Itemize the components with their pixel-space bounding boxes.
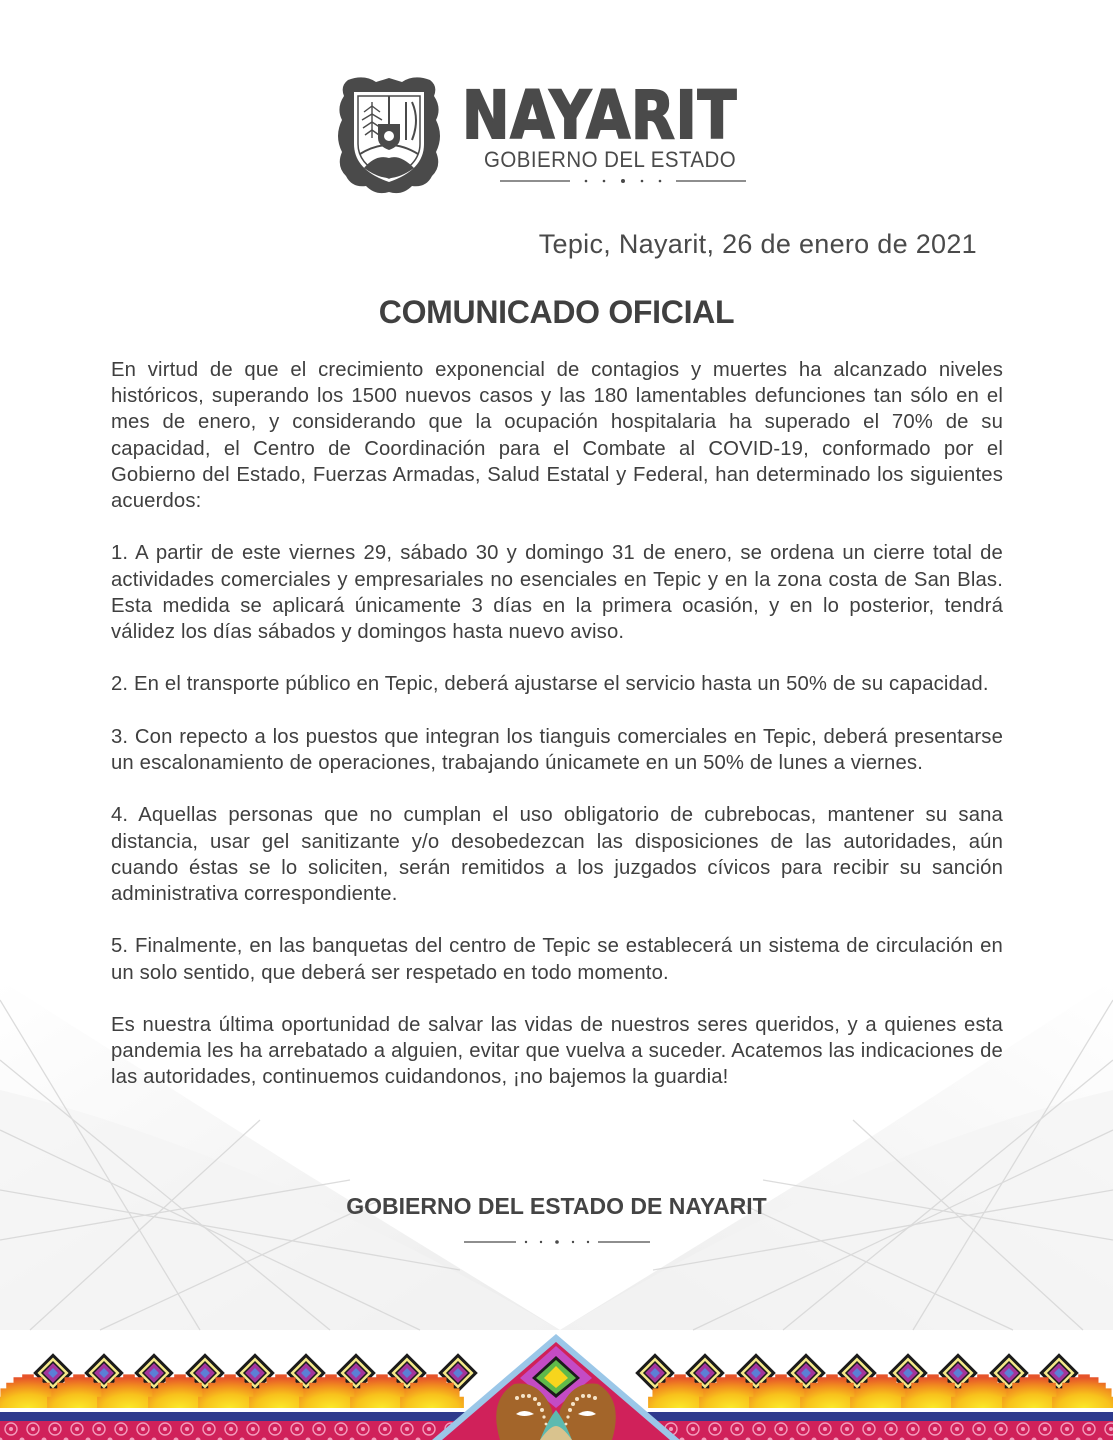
agreement-4: 4. Aquellas personas que no cumplan el uso obligatorio de cubrebocas, mantener su sana distancia, usar gel sanitizante y/o desobedezcan las disposiciones de las autoridades, aún cuando éstas se lo soliciten, serán remitidos a los juzgados cívicos para recibir su sanción administrativa correspondiente. (111, 804, 1003, 905)
coat-of-arms-icon (334, 74, 444, 198)
agreement-3: 3. Con repecto a los puestos que integran los tianguis comerciales en Tepic, deberá presentarse un escalonamiento de operaciones, trabajando únicamete en un 50% de lunes a viernes. (111, 725, 1003, 774)
agreement-5: 5. Finalmente, en las banquetas del centro de Tepic se establecerá un sistema de circulación en un solo sentido, que deberá ser respetado en todo momento. (111, 935, 1003, 984)
agreement-2: 2. En el transporte público en Tepic, deberá ajustarse el servicio hasta un 50% de su capacidad. (111, 673, 989, 696)
dateline: Tepic, Nayarit, 26 de enero de 2021 (538, 229, 977, 259)
government-logo (334, 74, 784, 198)
deer-motif-icon (432, 1334, 680, 1440)
signature: GOBIERNO DEL ESTADO DE NAYARIT (346, 1193, 767, 1219)
intro-paragraph: En virtud de que el crecimiento exponencial de contagios y muertes ha alcanzado niveles históricos, superando los 1500 nuevos casos y las 180 lamentables defunciones tan sólo en el mes de enero, y considerando que la ocupación hospitalaria ha superado el 70% de su capacidad, el Centro de Coordinación para el Combate al COVID-19, conformado por el Gobierno del Estado, Fuerzas Armadas, Salud Estatal y Federal, han determinado los siguientes acuerdos: (111, 359, 1003, 513)
brand-subtitle: GOBIERNO DEL ESTADO (484, 147, 737, 172)
communique-body (111, 357, 1003, 1091)
huichol-decorative-footer (0, 1330, 1113, 1440)
closing-paragraph: Es nuestra última oportunidad de salvar las vidas de nuestros seres queridos, y a quienes esta pandemia les ha arrebatado a alguien, evitar que vuelva a suceder. Acatemos las indicaciones de las autoridades, continuemos cuidandonos, ¡no bajemos la guardia! (111, 1013, 1003, 1089)
brand-title: NAYARIT (462, 77, 738, 154)
agreement-1: 1. A partir de este viernes 29, sábado 30 y domingo 31 de enero, se ordena un cierre total de actividades comerciales y empresariales no esenciales en Tepic y en la zona costa de San Blas. Esta medida se aplicará únicamente 3 días en la primera ocasión, y en lo posterior, tendrá válidez los días sábados y domingos hasta nuevo aviso. (111, 542, 1003, 644)
ornamental-divider (500, 176, 746, 186)
document-title: COMUNICADO OFICIAL (378, 294, 735, 330)
signature-divider (464, 1237, 650, 1247)
